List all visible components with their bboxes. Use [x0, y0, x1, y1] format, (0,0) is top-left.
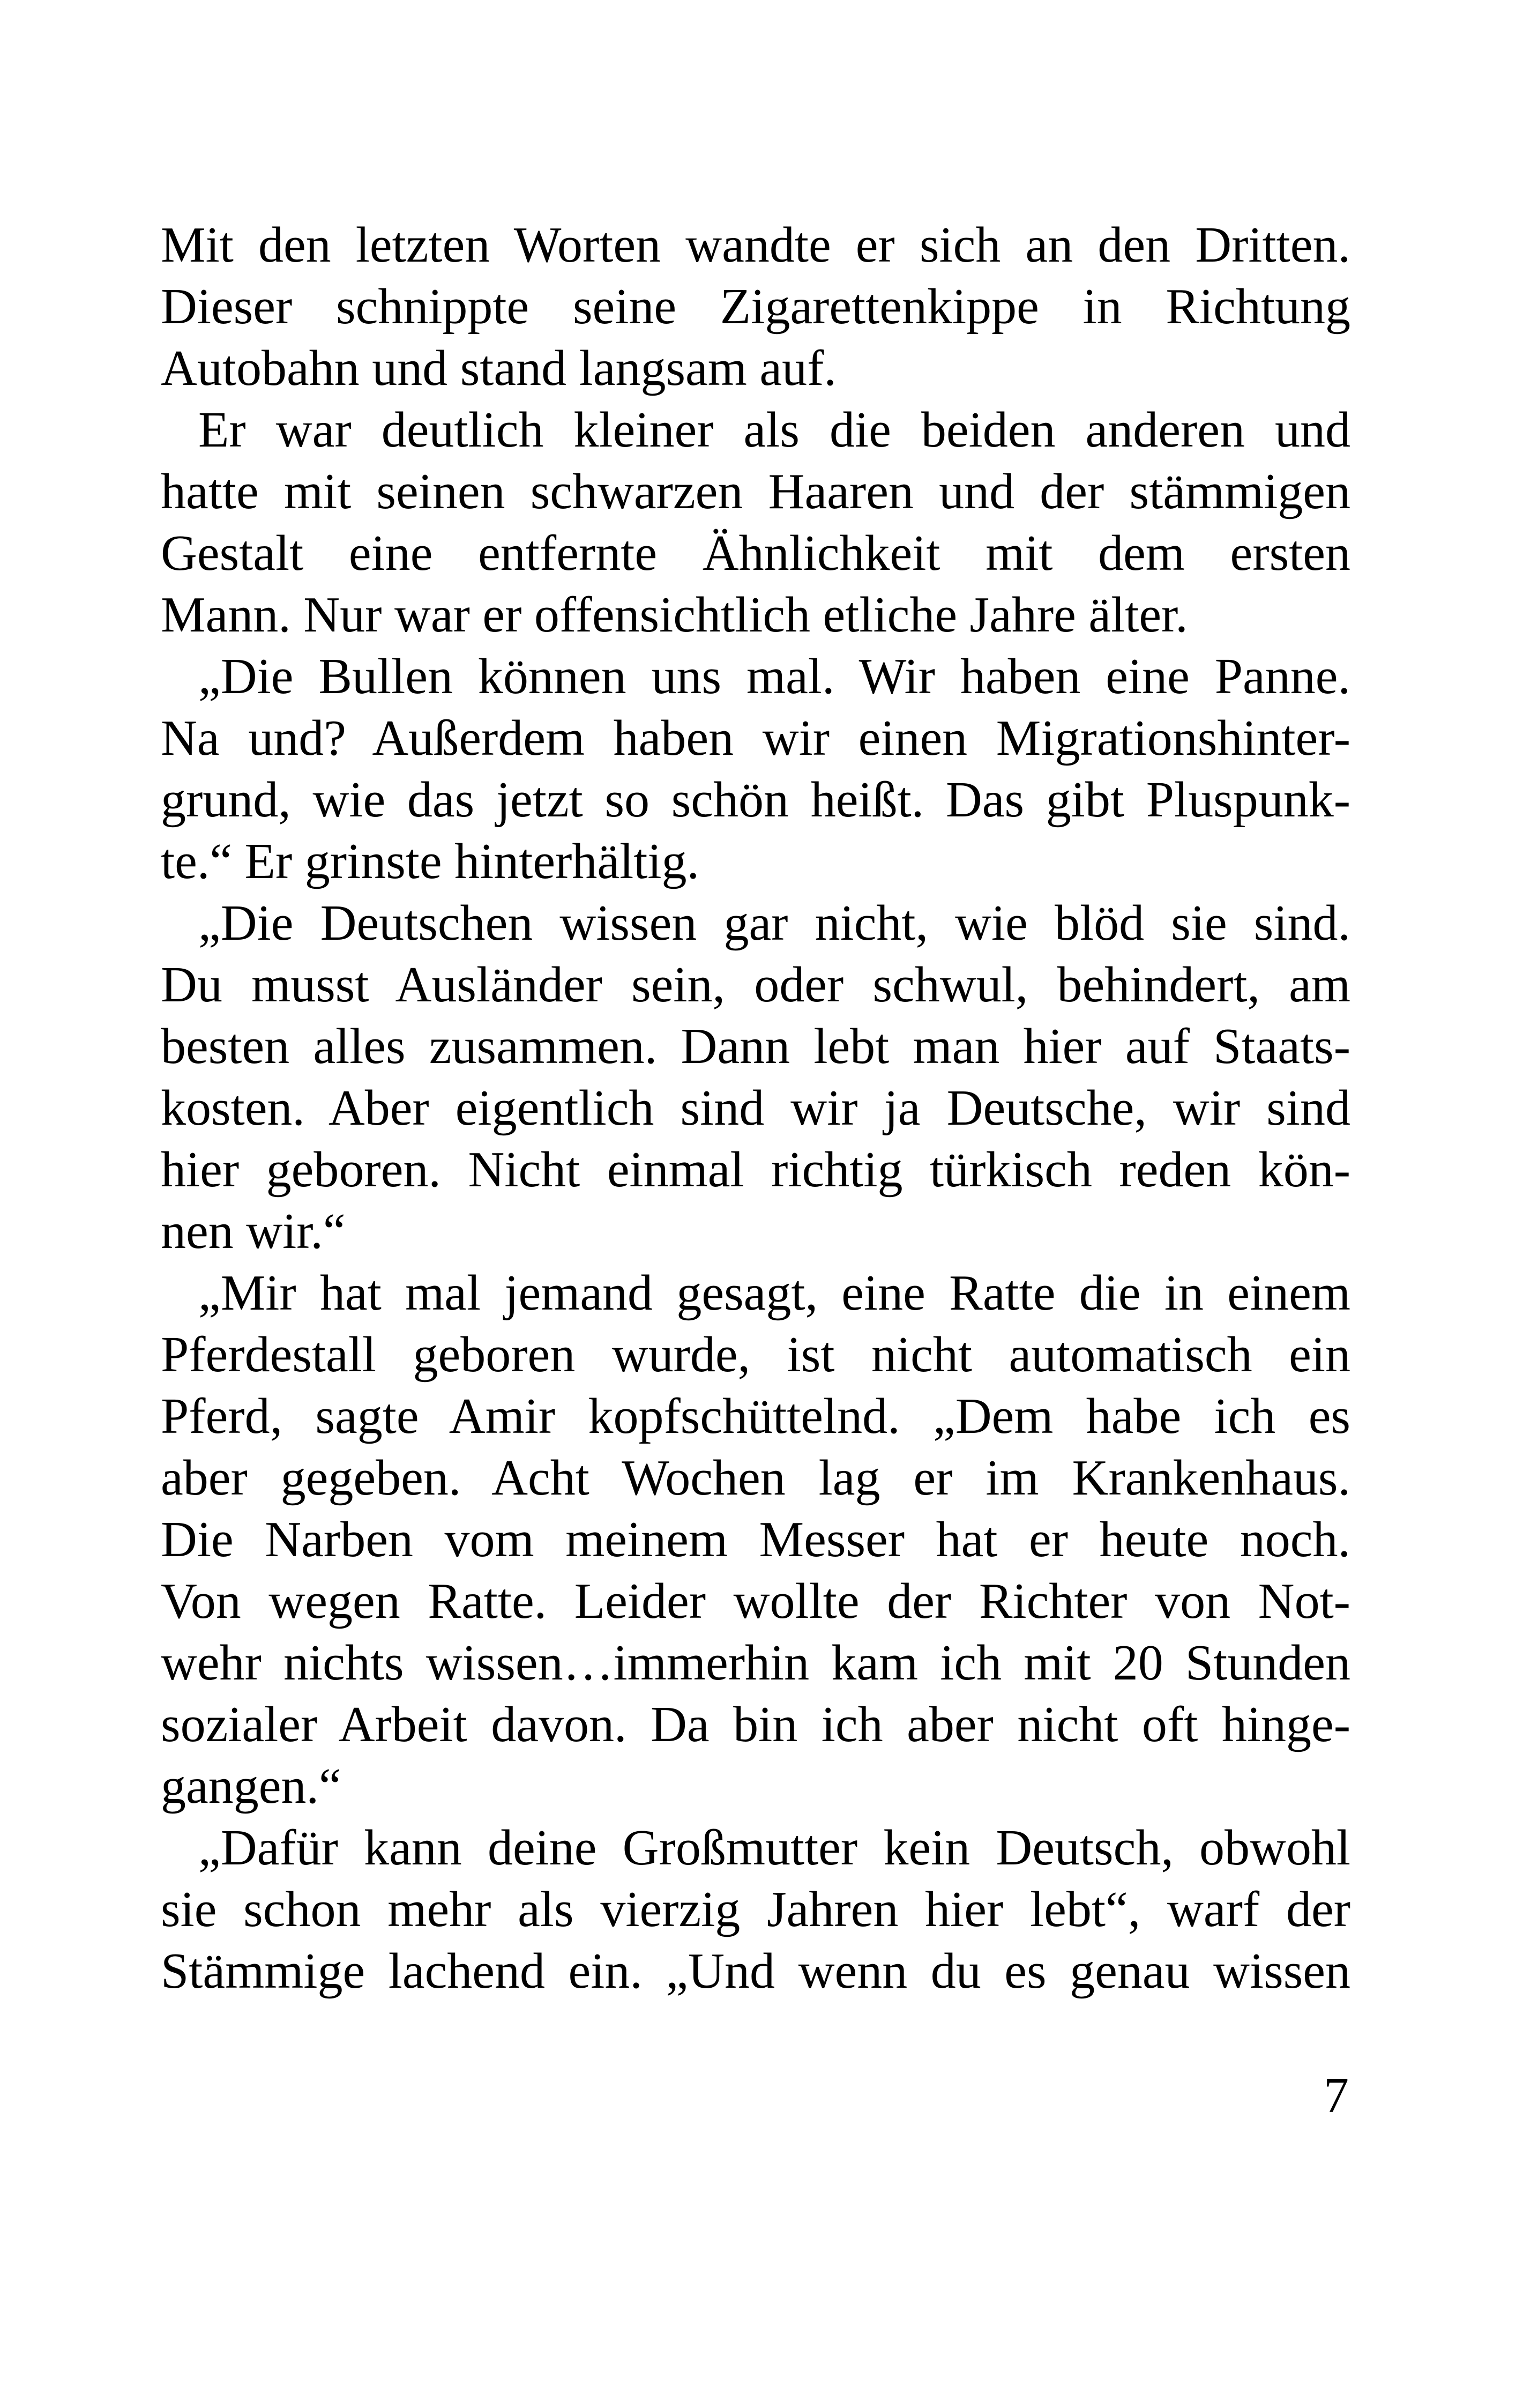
text-line: „Die Bullen können uns mal. Wir haben eine Panne.: [198, 649, 1350, 704]
text-line: hier geboren. Nicht einmal richtig türkisch reden kön-: [161, 1142, 1350, 1198]
text-line: „Dafür kann deine Großmutter kein Deutsch, obwohl: [198, 1820, 1350, 1876]
text-line: Pferdestall geboren wurde, ist nicht automatisch ein: [161, 1327, 1350, 1383]
text-line: kosten. Aber eigentlich sind wir ja Deutsche, wir sind: [161, 1080, 1350, 1136]
text-line: Die Narben vom meinem Messer hat er heute noch.: [161, 1512, 1350, 1567]
text-line: „Die Deutschen wissen gar nicht, wie blöd sie sind.: [198, 895, 1350, 951]
text-line: Er war deutlich kleiner als die beiden anderen und: [198, 402, 1350, 458]
text-line: Gestalt eine entfernte Ähnlichkeit mit dem ersten: [161, 525, 1350, 581]
text-line: gangen.“: [161, 1758, 341, 1814]
text-line: Von wegen Ratte. Leider wollte der Richter von Not-: [161, 1573, 1350, 1629]
text-line: hatte mit seinen schwarzen Haaren und der stämmigen: [161, 464, 1350, 519]
body-text: [161, 214, 1350, 2002]
text-line: grund, wie das jetzt so schön heißt. Das gibt Pluspunk-: [161, 772, 1350, 828]
text-line: sozialer Arbeit davon. Da bin ich aber nicht oft hinge-: [161, 1697, 1350, 1752]
page-number: 7: [1324, 2068, 1349, 2123]
text-line: „Mir hat mal jemand gesagt, eine Ratte die in einem: [198, 1265, 1350, 1321]
text-line: Dieser schnippte seine Zigarettenkippe in Richtung: [161, 279, 1350, 335]
text-line: aber gegeben. Acht Wochen lag er im Krankenhaus.: [161, 1450, 1350, 1506]
text-line: besten alles zusammen. Dann lebt man hier auf Staats-: [161, 1019, 1350, 1074]
text-line: Mit den letzten Worten wandte er sich an den Dritten.: [161, 217, 1350, 273]
text-line: Stämmige lachend ein. „Und wenn du es genau wissen: [161, 1943, 1350, 1999]
text-line: Pferd, sagte Amir kopfschüttelnd. „Dem habe ich es: [161, 1388, 1350, 1444]
text-line: Autobahn und stand langsam auf.: [161, 340, 837, 396]
text-line: wehr nichts wissen…immerhin kam ich mit 20 Stunden: [161, 1635, 1350, 1691]
text-line: Du musst Ausländer sein, oder schwul, behindert, am: [161, 957, 1350, 1013]
text-line: sie schon mehr als vierzig Jahren hier lebt“, warf der: [161, 1882, 1350, 1937]
text-line: Na und? Außerdem haben wir einen Migrationshinter-: [161, 710, 1350, 766]
text-line: te.“ Er grinste hinterhältig.: [161, 834, 699, 889]
text-line: nen wir.“: [161, 1203, 346, 1259]
text-line: Mann. Nur war er offensichtlich etliche Jahre älter.: [161, 587, 1188, 643]
